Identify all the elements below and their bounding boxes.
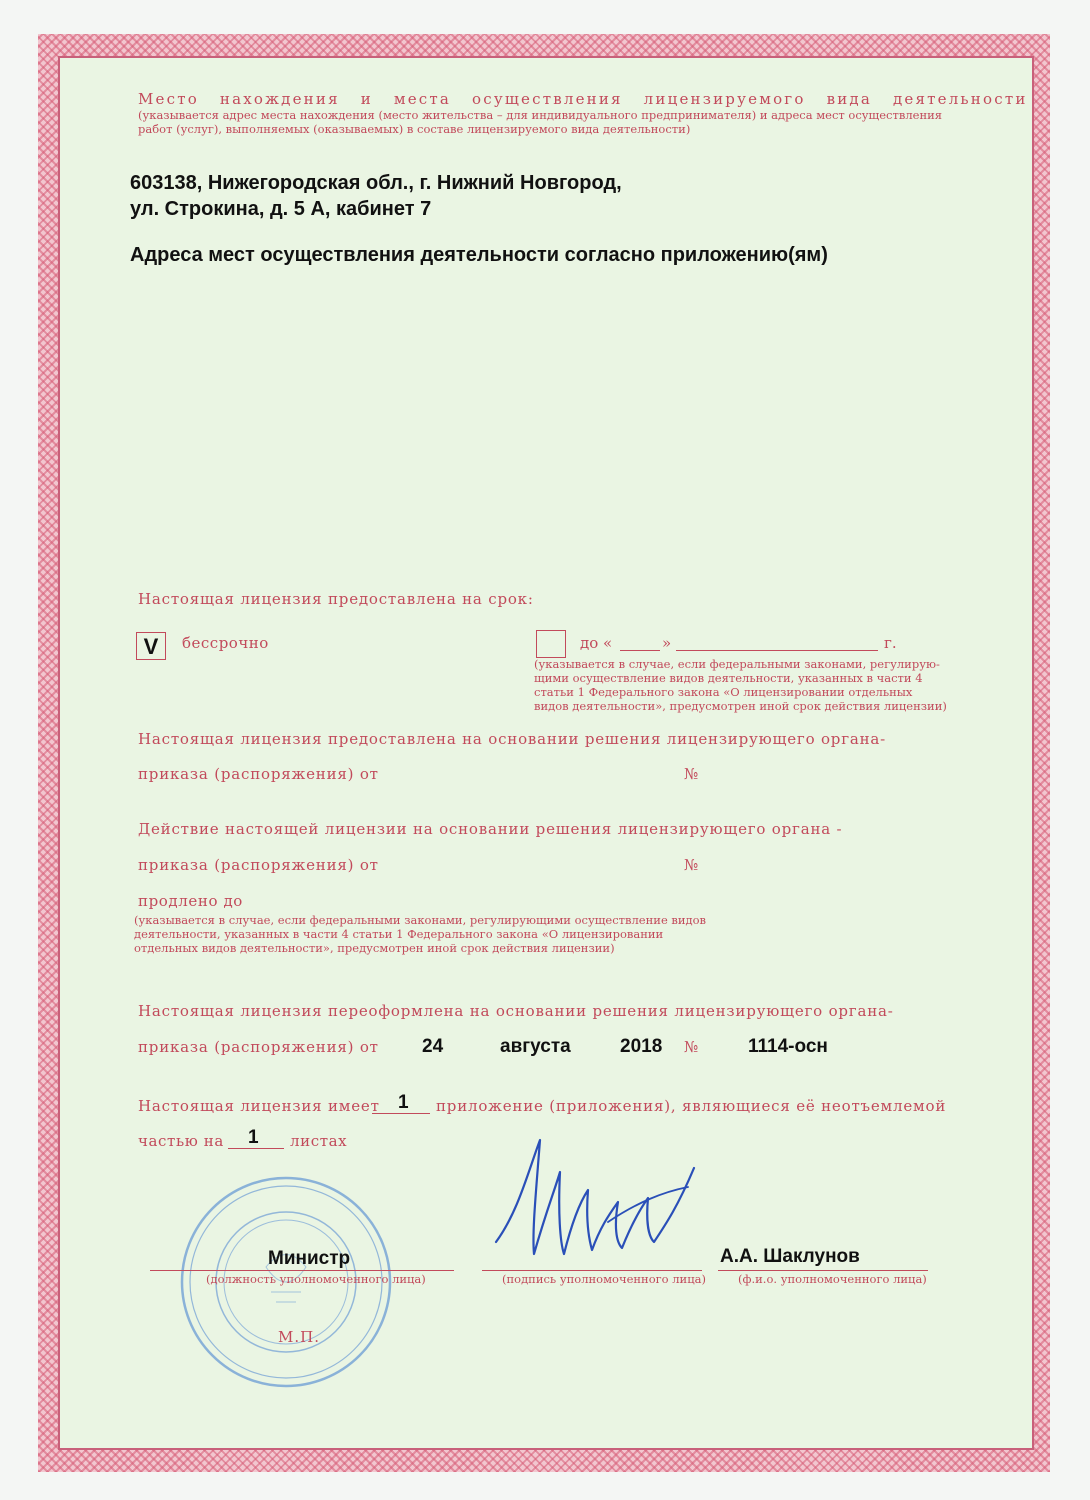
until-prefix: до « [580, 634, 613, 652]
term-note-3: статьи 1 Федерального закона «О лицензировании отдельных [534, 685, 913, 699]
extension-line-1: Действие настоящей лицензии на основании решения лицензирующего органа - [138, 820, 843, 838]
reissue-month: августа [500, 1036, 571, 1057]
header-note-1: (указывается адрес места нахождения (место жительства – для индивидуального предпринимателя) и адреса мест осуществления [138, 108, 943, 122]
name-caption: (ф.и.о. уполномоченного лица) [738, 1272, 927, 1286]
extension-note-2: деятельности, указанных в части 4 статьи 1 Федерального закона «О лицензировании [134, 927, 664, 941]
appendix-text-4: листах [290, 1132, 348, 1150]
signature-caption: (подпись уполномоченного лица) [502, 1272, 706, 1286]
header-title: Место нахождения и места осуществления лицензируемого вида деятельности [138, 90, 1028, 108]
basis-number-sign: № [684, 765, 699, 783]
basis-line-2: приказа (распоряжения) от [138, 765, 379, 783]
reissue-year: 2018 [620, 1036, 663, 1057]
appendix-text-1: Настоящая лицензия имеет [138, 1097, 380, 1115]
handwritten-signature [488, 1132, 708, 1272]
appendix-text-2: приложение (приложения), являющиеся её неотъемлемой [436, 1097, 947, 1115]
activities-address: Адреса мест осуществления деятельности согласно приложению(ям) [130, 244, 828, 266]
appendix-count: 1 [398, 1092, 409, 1113]
reissue-number: 1114-осн [748, 1036, 828, 1057]
reissue-number-sign: № [684, 1038, 699, 1056]
reissue-line-1: Настоящая лицензия переоформлена на основании решения лицензирующего органа- [138, 1002, 894, 1020]
seal-place-mark: М.П. [278, 1328, 320, 1346]
name-line [718, 1270, 928, 1271]
extension-line-2: приказа (распоряжения) от [138, 856, 379, 874]
extension-until: продлено до [138, 892, 243, 910]
basis-line-1: Настоящая лицензия предоставлена на основании решения лицензирующего органа- [138, 730, 887, 748]
header-note-2: работ (услуг), выполняемых (оказываемых) в составе лицензируемого вида деятельности) [138, 122, 691, 136]
extension-note-1: (указывается в случае, если федеральными законами, регулирующими осуществление видов [134, 913, 707, 927]
extension-number-sign: № [684, 856, 699, 874]
signature-line [482, 1270, 702, 1271]
unlimited-checkbox [136, 632, 166, 660]
extension-note-3: отдельных видов деятельности», предусмотрен иной срок действия лицензии) [134, 941, 615, 955]
until-checkbox [536, 630, 566, 658]
position-caption: (должность уполномоченного лица) [206, 1272, 426, 1286]
term-note-4: видов деятельности», предусмотрен иной срок действия лицензии) [534, 699, 947, 713]
address-line-1: 603138, Нижегородская обл., г. Нижний Новгород, [130, 172, 622, 194]
appendix-text-3: частью на [138, 1132, 224, 1150]
year-suffix: г. [884, 634, 897, 652]
sheets-count: 1 [248, 1127, 259, 1148]
address-line-2: ул. Строкина, д. 5 А, кабинет 7 [130, 198, 432, 220]
reissue-day: 24 [422, 1036, 444, 1057]
unlimited-label: бессрочно [182, 634, 269, 652]
term-label: Настоящая лицензия предоставлена на срок: [138, 590, 534, 608]
position-line [150, 1270, 454, 1271]
term-note-1: (указывается в случае, если федеральными законами, регулирую- [534, 657, 940, 671]
signatory-name: А.А. Шаклунов [720, 1246, 860, 1267]
signatory-position: Министр [268, 1248, 351, 1269]
until-month-line [676, 650, 878, 651]
until-day-line [620, 650, 660, 651]
until-mid: » [662, 634, 672, 652]
checkbox-check-mark: V [143, 634, 159, 659]
reissue-line-2: приказа (распоряжения) от [138, 1038, 379, 1056]
term-note-2: щими осуществление видов деятельности, указанных в части 4 [534, 671, 923, 685]
